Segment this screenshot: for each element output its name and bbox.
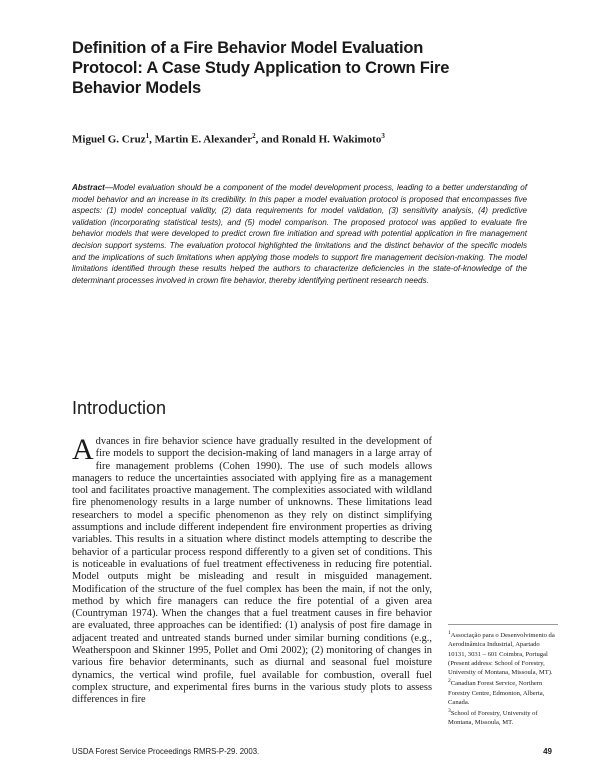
footnote: [448, 629, 558, 677]
author-list: [72, 132, 532, 146]
section-heading: Introduction: [72, 398, 167, 418]
abstract: [72, 182, 527, 286]
abstract-label: Abstract: [72, 183, 105, 192]
author-footnote-mark: 2: [252, 132, 256, 140]
author-separator: ,: [149, 133, 155, 146]
page-number: 49: [543, 747, 552, 756]
author-footnote-mark: 3: [381, 132, 385, 140]
author-separator: , and: [255, 133, 282, 146]
author-name: Martin E. Alexander: [154, 133, 253, 146]
footer-source: USDA Forest Service Proceedings RMRS-P-29. 2003.: [72, 747, 260, 756]
footnote-mark: 1: [448, 630, 451, 636]
abstract-text: —Model evaluation should be a component of the model development process, leading to a better understanding of model behavior and an increase in its credibility. In this paper a model evaluation protocol is proposed that encompasses five aspects: (1) model conceptual validity, (2) data requirements for model validation, (3) sensitivity analysis, (4) predictive validation (incorporating statistical tests), and (5) model comparison. The proposed protocol was applied to evaluate fire behavior models that were developed to predict crown fire initiation and spread with potential application in fire management decision support systems. The evaluation protocol highlighted the limitations and the distinct behavior of the specific models and the implications of such limitations when applying those models to support fire management decision-making. The model limitations identified through these results helped the authors to characterize deficiencies in the state-of-knowledge of the determinant processes involved in crown fire behavior, thereby identifying pertinent research needs.: [72, 183, 527, 285]
author-name: Ronald H. Wakimoto: [281, 133, 382, 146]
paper-title: Definition of a Fire Behavior Model Evaluation Protocol: A Case Study Application to Crown Fire Behavior Models: [72, 39, 450, 97]
footnotes: [448, 624, 558, 728]
author-name: Miguel G. Cruz: [72, 133, 146, 146]
footnote-mark: 3: [448, 708, 451, 714]
footnote: [448, 677, 558, 707]
intro-paragraph: [72, 433, 432, 707]
footnote-rule: [448, 624, 558, 625]
footnote-text: Associação para o Desenvolvimento da Aerodinâmica Industrial, Apartado 10131, 3031 – 601 Coimbra, Portugal (Present address: School of Forestry, University of Montana, Missoula, MT).: [448, 632, 555, 676]
footnote-text: School of Forestry, University of Montana, Missoula, MT.: [448, 710, 538, 727]
footnote-mark: 2: [448, 678, 451, 685]
intro-text: dvances in fire behavior science have gradually resulted in the development of fire models to support the decision-making of land managers in a large array of fire management problems (Cohen 1990). The use of such models allows managers to reduce the uncertainties associated with applying fire as a management tool and facilitates proactive management. The complexities associated with wildland fire phenomenology results in a large number of unknowns. These limitations lead researchers to model a specific phenomenon as they rely on distinct simplifying assumptions and include different independent fire environment properties as driving variables. This results in a situation where distinct models attempting to describe the behavior of a particular process respond differently to a given set of conditions. This is noticeable in evaluations of fuel treatment effectiveness in reducing fire potential. Model outputs might be misleading and result in misguided management. Modification of the structure of the fuel complex has been the main, if not the only, method by which fire managers can reduce the fire potential of a given area (Countryman 1974). When the changes that a fuel treatment causes in fire behavior are evaluated, three approaches can be identified: (1) analysis of post fire damage in adjacent treated and untreated stands burned under similar burning conditions (e.g., Weatherspoon and Skinner 1995, Pollet and Omi 2002); (2) monitoring of changes in various fire behavior determinants, such as diurnal and seasonal fuel moisture dynamics, the vertical wind profile, fuel available for combustion, overall fuel complex structure, and experimental fires burns in the various study plots to assess differences in fire: [72, 436, 432, 706]
footnote: [448, 707, 558, 728]
author-footnote-mark: 1: [145, 132, 150, 140]
footnote-text: Canadian Forest Service, Northern Forestry Centre, Edmonton, Alberta, Canada.: [448, 680, 545, 706]
drop-cap: A: [72, 433, 94, 466]
